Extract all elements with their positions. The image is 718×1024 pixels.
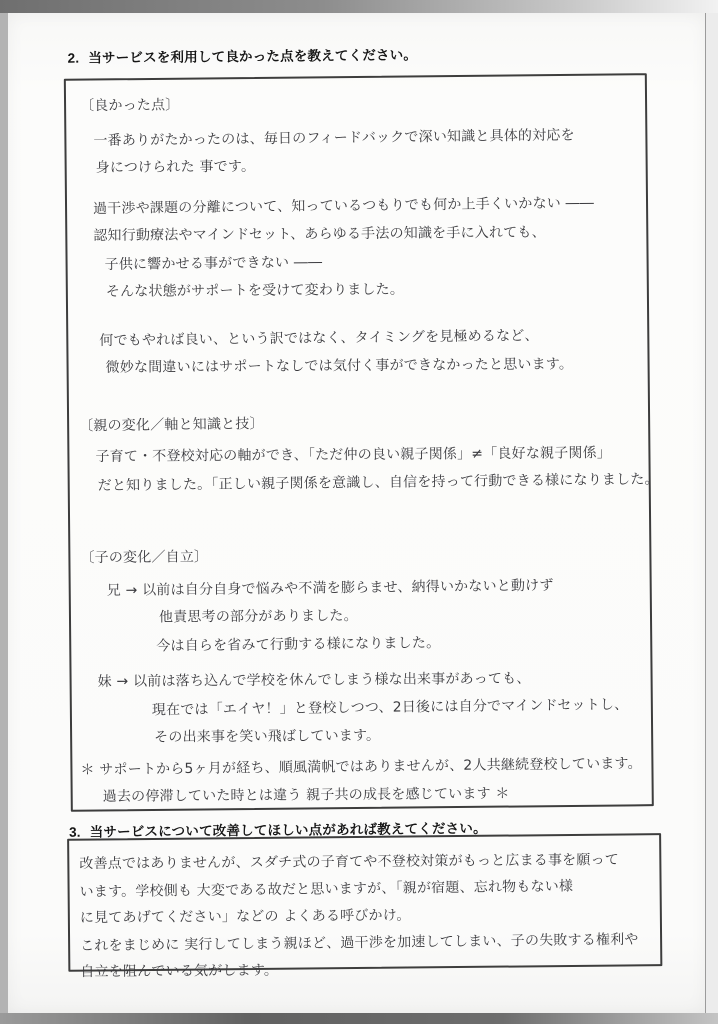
paper-sheet — [8, 13, 706, 1014]
handwritten-line: います。学校側も 大変である故だと思いますが、「親が宿題、忘れ物もない様 — [79, 878, 574, 901]
handwritten-line: その出来事を笑い飛ばしています。 — [154, 727, 381, 746]
handwritten-line: 今は自らを省みて行動する様になりました。 — [156, 635, 441, 655]
handwritten-line: だと知りました。「正しい親子関係を意識し、自信を持って行動できる様になりました。 — [97, 471, 659, 495]
handwritten-line: 身につけられた 事です。 — [95, 158, 256, 176]
handwritten-line: 〔親の変化／軸と知識と技〕 — [79, 416, 264, 435]
handwritten-line: 〔良かった点〕 — [80, 97, 180, 115]
handwritten-line: 子供に響かせる事ができない ―― — [104, 254, 323, 273]
handwritten-line: 一番ありがたかったのは、毎日のフィードバックで深い知識と具体的対応を — [93, 127, 575, 150]
handwritten-line: 現在では「エイヤ！」と登校しつつ、2日後には自分でマインドセットし、 — [151, 696, 629, 719]
handwritten-line: そんな状態がサポートを受けて変わりました。 — [105, 281, 405, 300]
question-3-answer-box — [67, 833, 662, 981]
handwritten-line: ＊ サポートから5ヶ月が経ち、順風満帆ではありませんが、2人共継続登校しています。 — [80, 755, 642, 779]
handwritten-line: 他責思考の部分がありました。 — [158, 607, 358, 626]
scan-edge-top — [0, 0, 718, 13]
page-content — [3, 10, 711, 1018]
handwritten-line: 自立を阻んでいる気がします。 — [80, 962, 279, 981]
scan-edge-bottom — [0, 1013, 718, 1024]
handwritten-line: 認知行動療法やマインドセット、あらゆる手法の知識を手に入れても、 — [93, 224, 546, 244]
question-3-number: 3. — [68, 824, 81, 840]
handwritten-line: に見てあげてください」などの よくある呼びかけ。 — [79, 907, 411, 927]
question-2-header — [68, 43, 418, 66]
handwritten-line: 過干渉や課題の分離について、知っているつもりでも何か上手くいかない ―― — [92, 195, 595, 218]
handwritten-line: これをまじめに 実行してしまう親ほど、過干渉を加速してしまい、子の失敗する権利や — [80, 931, 639, 955]
handwritten-line: 〔子の変化／自立〕 — [80, 549, 209, 567]
handwritten-line: 改善点ではありませんが、スダチ式の子育てや不登校対策がもっと広まる事を願って — [79, 852, 620, 873]
question-2-title: 当サービスを利用して良かった点を教えてください。 — [88, 47, 418, 66]
scan-edge-right — [705, 0, 718, 1024]
question-2-number: 2. — [67, 50, 80, 66]
handwritten-line: 微妙な間違いにはサポートなしでは気付く事ができなかったと思います。 — [105, 356, 574, 376]
question-2-answer-box — [64, 73, 659, 812]
handwritten-line: 子育て・不登校対応の軸ができ、「ただ仲の良い親子関係」≠「良好な親子関係」 — [95, 445, 612, 465]
handwritten-line: 妹 → 以前は落ち込んで学校を休んでしまう様な出来事があっても、 — [97, 670, 531, 690]
question-3-title: 当サービスについて改善してほしい点があれば教えてください。 — [89, 820, 487, 840]
handwritten-line: 兄 → 以前は自分自身で悩みや不満を膨らませ、納得いかないと動けず — [106, 577, 554, 599]
handwritten-line: 過去の停滞していた時とは違う 親子共の成長を感じています ＊ — [102, 785, 510, 805]
handwritten-line: 何でもやれば良い、という訳ではなく、タイミングを見極めるなど、 — [99, 327, 539, 350]
